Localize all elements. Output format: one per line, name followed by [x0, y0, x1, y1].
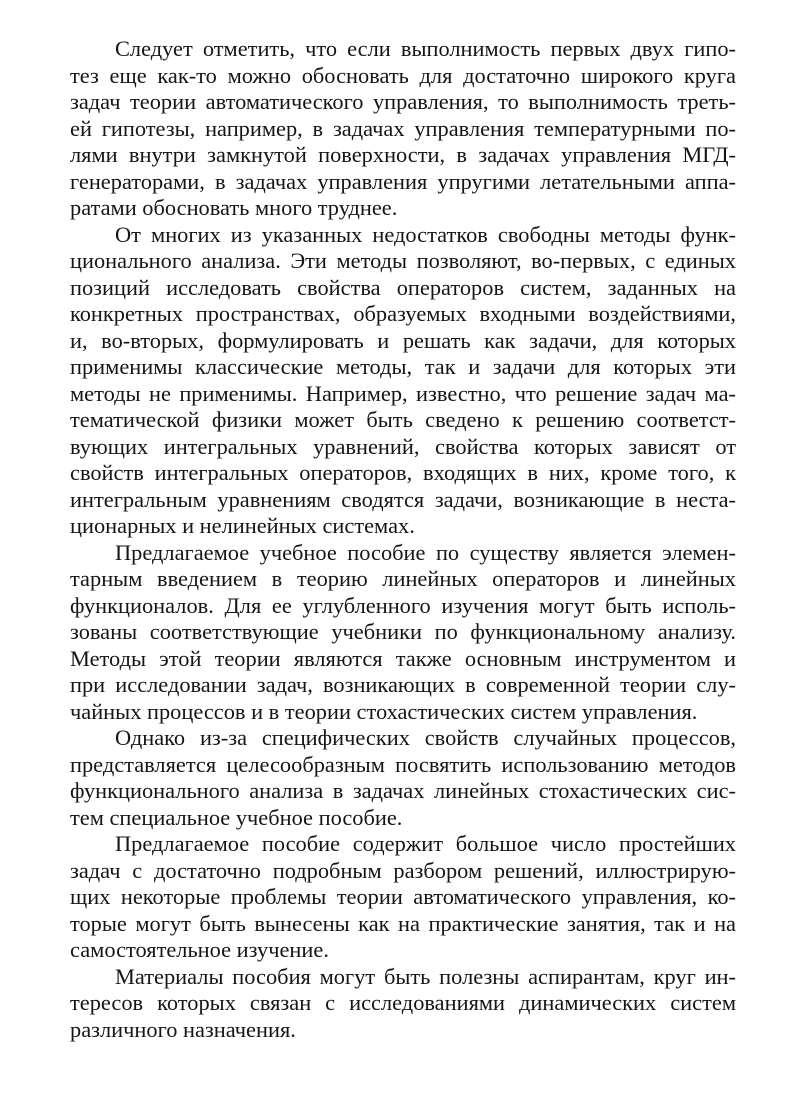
text-line: Предлагаемое учебное пособие по существу является элемен-	[115, 539, 736, 565]
paragraph-4	[70, 725, 736, 831]
text-line: чайных процессов и в теории стохастических систем управления.	[70, 698, 698, 724]
text-line: интегральным уравнениям сводятся задачи, возникающие в неста-	[70, 486, 736, 512]
text-line: различного назначения.	[70, 1016, 296, 1042]
text-line: ционарных и нелинейных системах.	[70, 513, 415, 538]
text-line: тем специальное учебное пособие.	[70, 804, 403, 830]
paragraph-5	[70, 831, 736, 964]
text-line: генераторами, в задачах управления упругими летательными аппа-	[70, 168, 736, 194]
text-line: От многих из указанных недостатков свободны методы функ-	[115, 221, 736, 247]
text-line: ей гипотезы, например, в задачах управления температурными по-	[70, 115, 736, 141]
paragraph-1	[70, 36, 736, 222]
text-line: позиций исследовать свойства операторов систем, заданных на	[70, 274, 736, 300]
text-line: зованы соответствующие учебники по функциональному анализу.	[70, 619, 736, 644]
text-line: ционального анализа. Эти методы позволяют, во-первых, с единых	[70, 248, 736, 273]
paragraph-6	[70, 964, 736, 1044]
text-line: Следует отметить, что если выполнимость первых двух гипо-	[115, 36, 736, 61]
paragraph-3	[70, 540, 736, 726]
text-line: при исследовании задач, возникающих в современной теории слу-	[70, 672, 736, 697]
text-line: функционального анализа в задачах линейных стохастических сис-	[70, 778, 736, 803]
text-line: щих некоторые проблемы теории автоматического управления, ко-	[70, 884, 736, 909]
text-line: тарным введением в теорию линейных операторов и линейных	[70, 566, 736, 591]
text-line: Предлагаемое пособие содержит большое число простейших	[115, 831, 736, 856]
text-line: представляется целесообразным посвятить использованию методов	[70, 751, 736, 777]
text-line: свойств интегральных операторов, входящих в них, кроме того, к	[70, 460, 736, 485]
text-line: задач с достаточно подробным разбором решений, иллюстрирую-	[70, 857, 736, 883]
text-line: ратами обосновать много труднее.	[70, 195, 398, 220]
text-line: Методы этой теории являются также основным инструментом и	[70, 645, 736, 671]
text-line: самостоятельное изучение.	[70, 937, 329, 962]
text-line: конкретных пространствах, образуемых входными воздействиями,	[70, 301, 736, 326]
text-line: тересов которых связан с исследованиями динамических систем	[70, 990, 736, 1015]
text-line: функционалов. Для ее углубленного изучения могут быть исполь-	[70, 592, 736, 618]
text-line: применимы классические методы, так и задачи для которых эти	[70, 354, 736, 379]
text-line: лями внутри замкнутой поверхности, в задачах управления МГД-	[70, 142, 736, 167]
text-line: Однако из-за специфических свойств случайных процессов,	[115, 725, 736, 750]
text-line: методы не применимы. Например, известно, что решение задач ма-	[70, 380, 736, 406]
text-line: тез еще как-то можно обосновать для достаточно широкого круга	[70, 62, 736, 88]
text-line: Материалы пособия могут быть полезны аспирантам, круг ин-	[115, 963, 736, 989]
document-page	[70, 36, 736, 1043]
text-line: тематической физики может быть сведено к решению соответст-	[70, 407, 736, 432]
text-line: задач теории автоматического управления, то выполнимость треть-	[70, 89, 736, 114]
text-line: и, во-вторых, формулировать и решать как задачи, для которых	[70, 327, 736, 353]
text-line: вующих интегральных уравнений, свойства которых зависят от	[70, 433, 736, 459]
paragraph-2	[70, 222, 736, 540]
text-line: торые могут быть вынесены как на практические занятия, так и на	[70, 910, 736, 936]
